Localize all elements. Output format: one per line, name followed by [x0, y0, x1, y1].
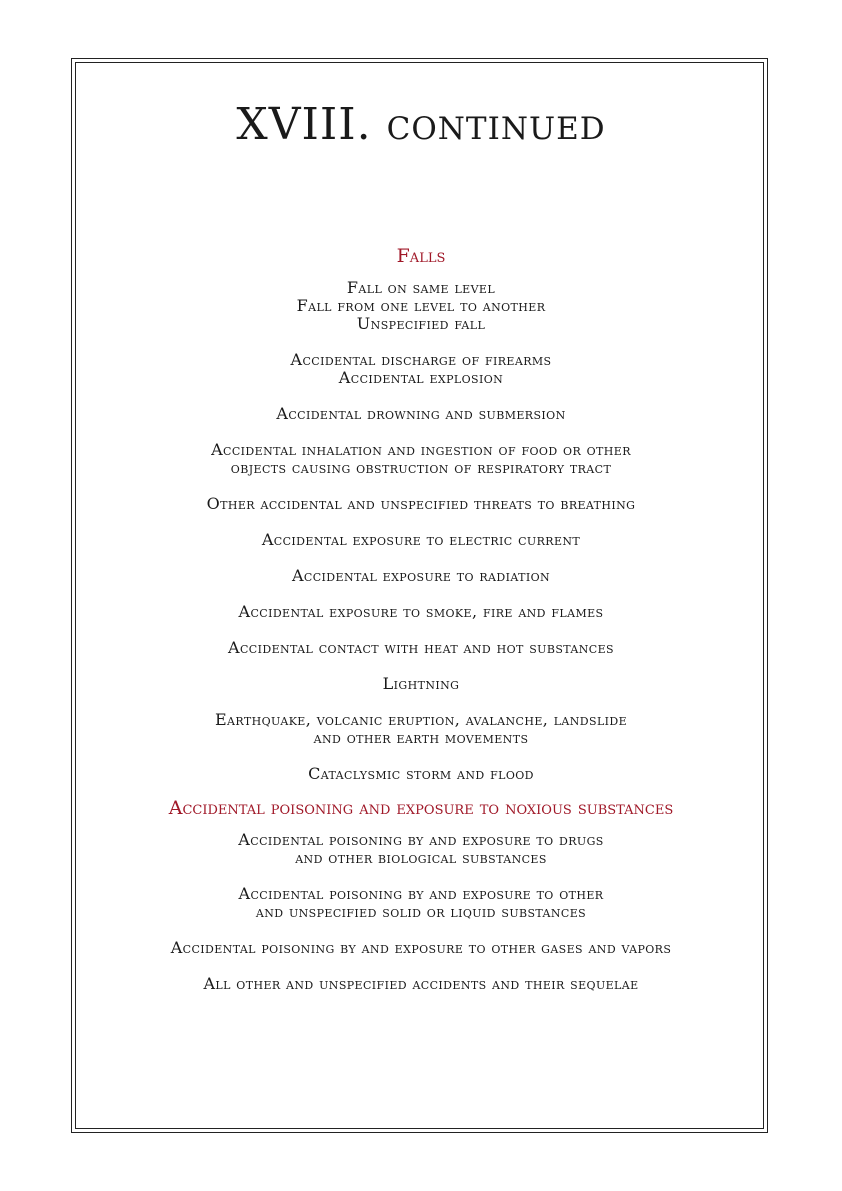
entry-text: Accidental poisoning by and exposure to other	[238, 884, 604, 903]
entry-text: objects causing obstruction of respiratory tract	[230, 458, 612, 477]
list-item	[0, 831, 842, 867]
section-heading: Accidental poisoning and exposure to noxious substances	[168, 797, 674, 819]
list-item	[0, 885, 842, 921]
page-title: XVIII. continued	[236, 99, 606, 150]
entry-text: Earthquake, volcanic eruption, avalanche, landslide	[214, 710, 628, 729]
section-heading: Falls	[396, 245, 446, 267]
list-item	[0, 495, 842, 513]
list-item	[0, 711, 842, 747]
entry-text: and other biological substances	[295, 848, 547, 867]
list-item	[0, 441, 842, 477]
entry-text: Accidental contact with heat and hot substances	[228, 638, 614, 657]
entry-text: and other earth movements	[313, 728, 529, 747]
entry-text: Unspecified fall	[356, 314, 486, 333]
entry-text: Other accidental and unspecified threats to breathing	[206, 494, 636, 513]
entry-text: Fall from one level to another	[296, 296, 546, 315]
list-item	[0, 567, 842, 585]
section-poisoning	[0, 797, 842, 819]
entry-text: Accidental discharge of firearms	[290, 350, 552, 369]
entry-text: and unspecified solid or liquid substances	[255, 902, 587, 921]
entry-text: Accidental explosion	[338, 368, 504, 387]
list-item	[0, 405, 842, 423]
entry-text: Fall on same level	[346, 278, 496, 297]
entry-text: Cataclysmic storm and flood	[308, 764, 534, 783]
list-item	[0, 639, 842, 657]
list-item	[0, 279, 842, 333]
entry-text: Accidental exposure to radiation	[291, 566, 551, 585]
entry-text: Lightning	[382, 674, 460, 693]
list-item	[0, 351, 842, 387]
list-item	[0, 675, 842, 693]
entry-text: Accidental inhalation and ingestion of food or other	[211, 440, 631, 459]
list-item	[0, 531, 842, 549]
entry-text: Accidental poisoning by and exposure to drugs	[238, 830, 604, 849]
list-item	[0, 939, 842, 957]
entry-text: Accidental exposure to smoke, fire and flames	[238, 602, 604, 621]
list-item	[0, 975, 842, 993]
list-item	[0, 603, 842, 621]
page-frame-outer	[71, 58, 768, 1133]
list-item	[0, 765, 842, 783]
entry-text: Accidental drowning and submersion	[276, 404, 566, 423]
page-frame-inner	[75, 62, 764, 1129]
entry-text: Accidental exposure to electric current	[261, 530, 581, 549]
section-falls	[0, 245, 842, 267]
entry-text: All other and unspecified accidents and their sequelae	[203, 974, 639, 993]
entry-text: Accidental poisoning by and exposure to other gases and vapors	[170, 938, 672, 957]
